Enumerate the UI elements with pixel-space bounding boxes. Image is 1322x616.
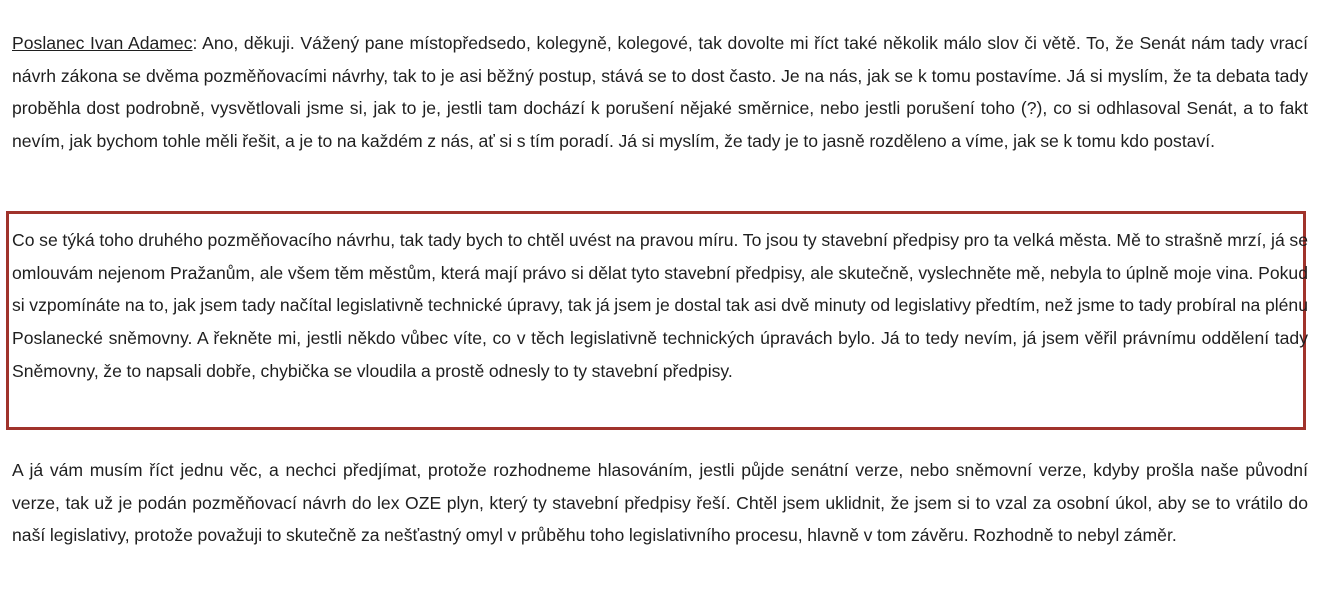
transcript-paragraph-1 [12,27,1308,158]
paragraph-1-text: : Ano, děkuji. Vážený pane místopředsedo, kolegyně, kolegové, tak dovolte mi říct také několik málo slov či větě. To, že Senát nám tady vrací návrh zákona se dvěma pozměňovacími návrhy, tak to je asi běžný postup, stává se to dost často. Je na nás, jak se k tomu postavíme. Já si myslím, že ta debata tady proběhla dost podrobně, vysvětlovali jsme si, jak to je, jestli tam dochází k porušení nějaké směrnice, nebo jestli porušení toho (?), co si odhlasoval Senát, a to fakt nevím, jak bychom tohle měli řešit, a je to na každém z nás, ať si s tím poradí. Já si myslím, že tady je to jasně rozděleno a víme, jak se k tomu kdo postaví. [12,33,1308,152]
speaker-link[interactable]: Poslanec Ivan Adamec [12,33,193,53]
transcript-paragraph-3: A já vám musím říct jednu věc, a nechci předjímat, protože rozhodneme hlasováním, jestli půjde senátní verze, nebo sněmovní verze, kdyby prošla naše původní verze, tak už je podán pozměňovací návrh do lex OZE plyn, který ty stavební předpisy řeší. Chtěl jsem uklidnit, že jsem si to vzal za osobní úkol, aby se to vrátilo do naší legislativy, protože považuji to skutečně za nešťastný omyl v průběhu toho legislativního procesu, hlavně v tom závěru. Rozhodně to nebyl záměr. [12,460,1308,546]
transcript-paragraph-2-highlighted: Co se týká toho druhého pozměňovacího návrhu, tak tady bych to chtěl uvést na pravou míru. To jsou ty stavební předpisy pro ta velká města. Mě to strašně mrzí, já se omlouvám nejenom Pražanům, ale všem těm městům, která mají právo si dělat tyto stavební předpisy, ale skutečně, vyslechněte mě, nebyla to úplně moje vina. Pokud si vzpomínáte na to, jak jsem tady načítal legislativně technické úpravy, tak já jsem je dostal tak asi dvě minuty od legislativy předtím, než jsme to tady probíral na plénu Poslanecké sněmovny. A řekněte mi, jestli někdo vůbec víte, co v těch legislativně technických úpravách bylo. Já to tedy nevím, já jsem věřil právnímu oddělení tady Sněmovny, že to napsali dobře, chybička se vloudila a prostě odnesly to ty stavební předpisy. [12,230,1308,381]
